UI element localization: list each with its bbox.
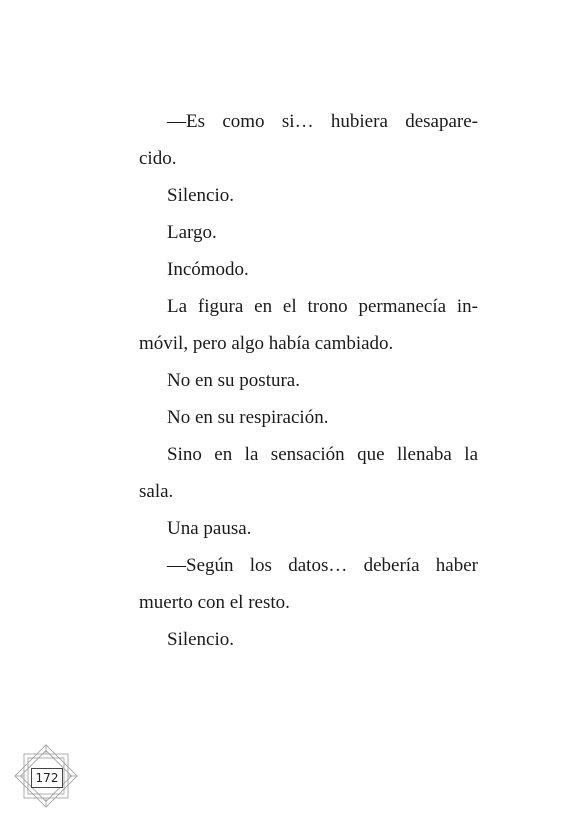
paragraph-line: No en su postura. [167, 370, 300, 391]
paragraph-line: Sino en la sensación que llenaba la [167, 444, 478, 465]
paragraph-line: sala. [139, 481, 174, 502]
paragraph-line: —Según los datos… debería haber [167, 555, 478, 576]
paragraph-line: Largo. [167, 222, 217, 243]
paragraph-8 [139, 436, 478, 510]
paragraph-line: Silencio. [167, 185, 235, 206]
paragraph-line: móvil, pero algo había cambiado. [139, 333, 394, 354]
page-number: 172 [31, 768, 63, 788]
paragraph-line: La figura en el trono permanecía in- [167, 296, 478, 317]
page-number-badge [12, 744, 80, 810]
paragraph-3 [139, 214, 478, 251]
paragraph-1 [139, 103, 478, 177]
paragraph-4 [139, 251, 478, 288]
paragraph-line: No en su respiración. [167, 407, 329, 428]
paragraph-10 [139, 547, 478, 621]
paragraph-line: Una pausa. [167, 518, 252, 539]
paragraph-line: muerto con el resto. [139, 592, 290, 613]
paragraph-2 [139, 177, 478, 214]
paragraph-line: cido. [139, 148, 177, 169]
page-body [139, 103, 478, 658]
paragraph-11 [139, 621, 478, 658]
paragraph-line: Silencio. [167, 629, 235, 650]
paragraph-line: Incómodo. [167, 259, 249, 280]
paragraph-7 [139, 399, 478, 436]
paragraph-5 [139, 288, 478, 362]
paragraph-9 [139, 510, 478, 547]
paragraph-6 [139, 362, 478, 399]
paragraph-line: —Es como si… hubiera desapare- [167, 111, 478, 132]
